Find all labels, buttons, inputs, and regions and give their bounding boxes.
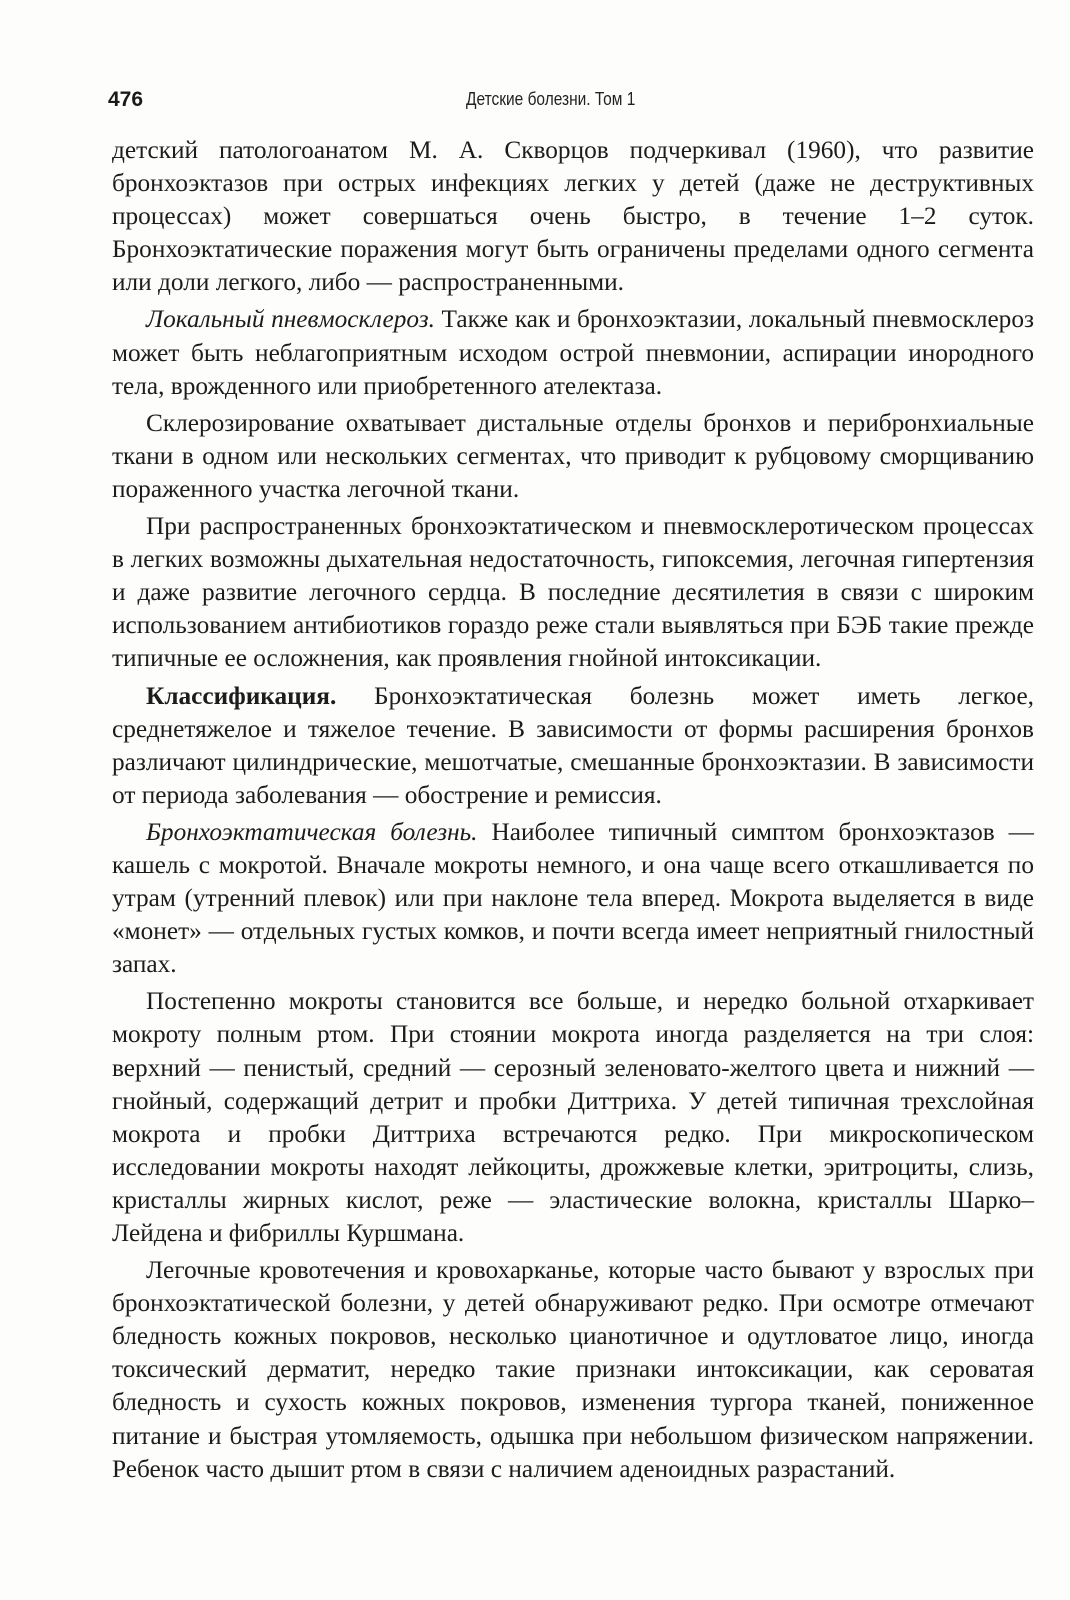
paragraph-complications bbox=[112, 510, 1034, 675]
paragraph-text: Склерозирование охватывает дистальные отделы бронхов и перибронхиальные ткани в одном или нескольких сегментах, что приводит к рубцовому сморщиванию пораженного участка легочной ткани. bbox=[112, 408, 1034, 503]
paragraph-continuation bbox=[112, 134, 1034, 299]
paragraph-text: Постепенно мокроты становится все больше, и нередко больной отхаркивает мокроту полным ртом. При стоянии мокрота иногда разделяется на три слоя: верхний — пенистый, средний — серозный зеленовато-желтого цвета и нижний — гнойный, содержащий детрит и пробки Диттриха. У детей типичная трехслойная мокрота и пробки Диттриха встречаются редко. При микроскопическом исследовании мокроты находят лейкоциты, дрожжевые клетки, эритроциты, слизь, кристаллы жирных кислот, реже — эластические волокна, кристаллы Шарко–Лейдена и фибриллы Куршмана. bbox=[112, 987, 1034, 1247]
paragraph-text: детский патологоанатом М. А. Скворцов подчеркивал (1960), что развитие бронхоэктазов при острых инфекциях легких у детей (даже не деструктивных процессах) может совершаться очень быстро, в течение 1–2 суток. Бронхоэктатические поражения могут быть ограничены пределами одного сегмента или доли легкого, либо — распространенными. bbox=[112, 136, 1034, 297]
page-header bbox=[108, 88, 1028, 122]
page-number: 476 bbox=[108, 88, 144, 111]
paragraph-hemorrhage bbox=[112, 1254, 1034, 1486]
paragraph-text: Наиболее типичный симптом бронхоэктазов — кашель с мокротой. Вначале мокроты немного, и она чаще всего откашливается по утрам (утренний плевок) или при наклоне тела вперед. Мокрота выделяется в виде «монет» — отдельных густых комков, и почти всегда имеет неприятный гнилостный запах. bbox=[112, 817, 1034, 979]
paragraph-text: При распространенных бронхоэктатическом и пневмосклеротическом процессах в легких возможны дыхательная недостаточность, гипоксемия, легочная гипертензия и даже развитие легочного сердца. В последние десятилетия в связи с широким использованием антибиотиков гораздо реже стали выявляться при БЭБ такие прежде типичные ее осложнения, как проявления гнойной интоксикации. bbox=[112, 512, 1034, 673]
paragraph-bronchiectatic-disease bbox=[112, 816, 1034, 981]
paragraph-classification bbox=[112, 680, 1034, 812]
paragraph-local-pneumosclerosis bbox=[112, 303, 1034, 402]
running-title: Детские болезни. Том 1 bbox=[466, 89, 636, 109]
body-text bbox=[112, 134, 1034, 1486]
paragraph-text: Легочные кровотечения и кровохарканье, которые часто бывают у взрослых при бронхоэктатической болезни, у детей обнаруживают редко. При осмотре отмечают бледность кожных покровов, несколько цианотичное и одутловатое лицо, иногда токсический дерматит, нередко такие признаки интоксикации, как сероватая бледность и сухость кожных покровов, изменения тургора тканей, пониженное питание и быстрая утомляемость, одышка при небольшом физическом напряжении. Ребенок часто дышит ртом в связи с наличием аденоидных разрастаний. bbox=[112, 1256, 1034, 1483]
paragraph-lead-italic: Локальный пневмосклероз. bbox=[146, 305, 435, 334]
paragraph-lead-bold: Классификация. bbox=[146, 681, 337, 710]
paragraph-sclerosis bbox=[112, 407, 1034, 506]
paragraph-lead-italic: Бронхоэктатическая болезнь. bbox=[146, 817, 478, 846]
paragraph-sputum bbox=[112, 985, 1034, 1250]
paragraph-text: Бронхоэктатическая болезнь может иметь легкое, среднетяжелое и тяжелое течение. В зависимости от формы расширения бронхов различают цилиндрические, мешотчатые, смешанные бронхоэктазии. В зависимости от периода заболевания — обострение и ремиссия. bbox=[112, 681, 1034, 809]
paragraph-text: Также как и бронхоэктазии, локальный пневмосклероз может быть неблагоприятным исходом острой пневмонии, аспирации инородного тела, врожденного или приобретенного ателектаза. bbox=[112, 305, 1034, 400]
